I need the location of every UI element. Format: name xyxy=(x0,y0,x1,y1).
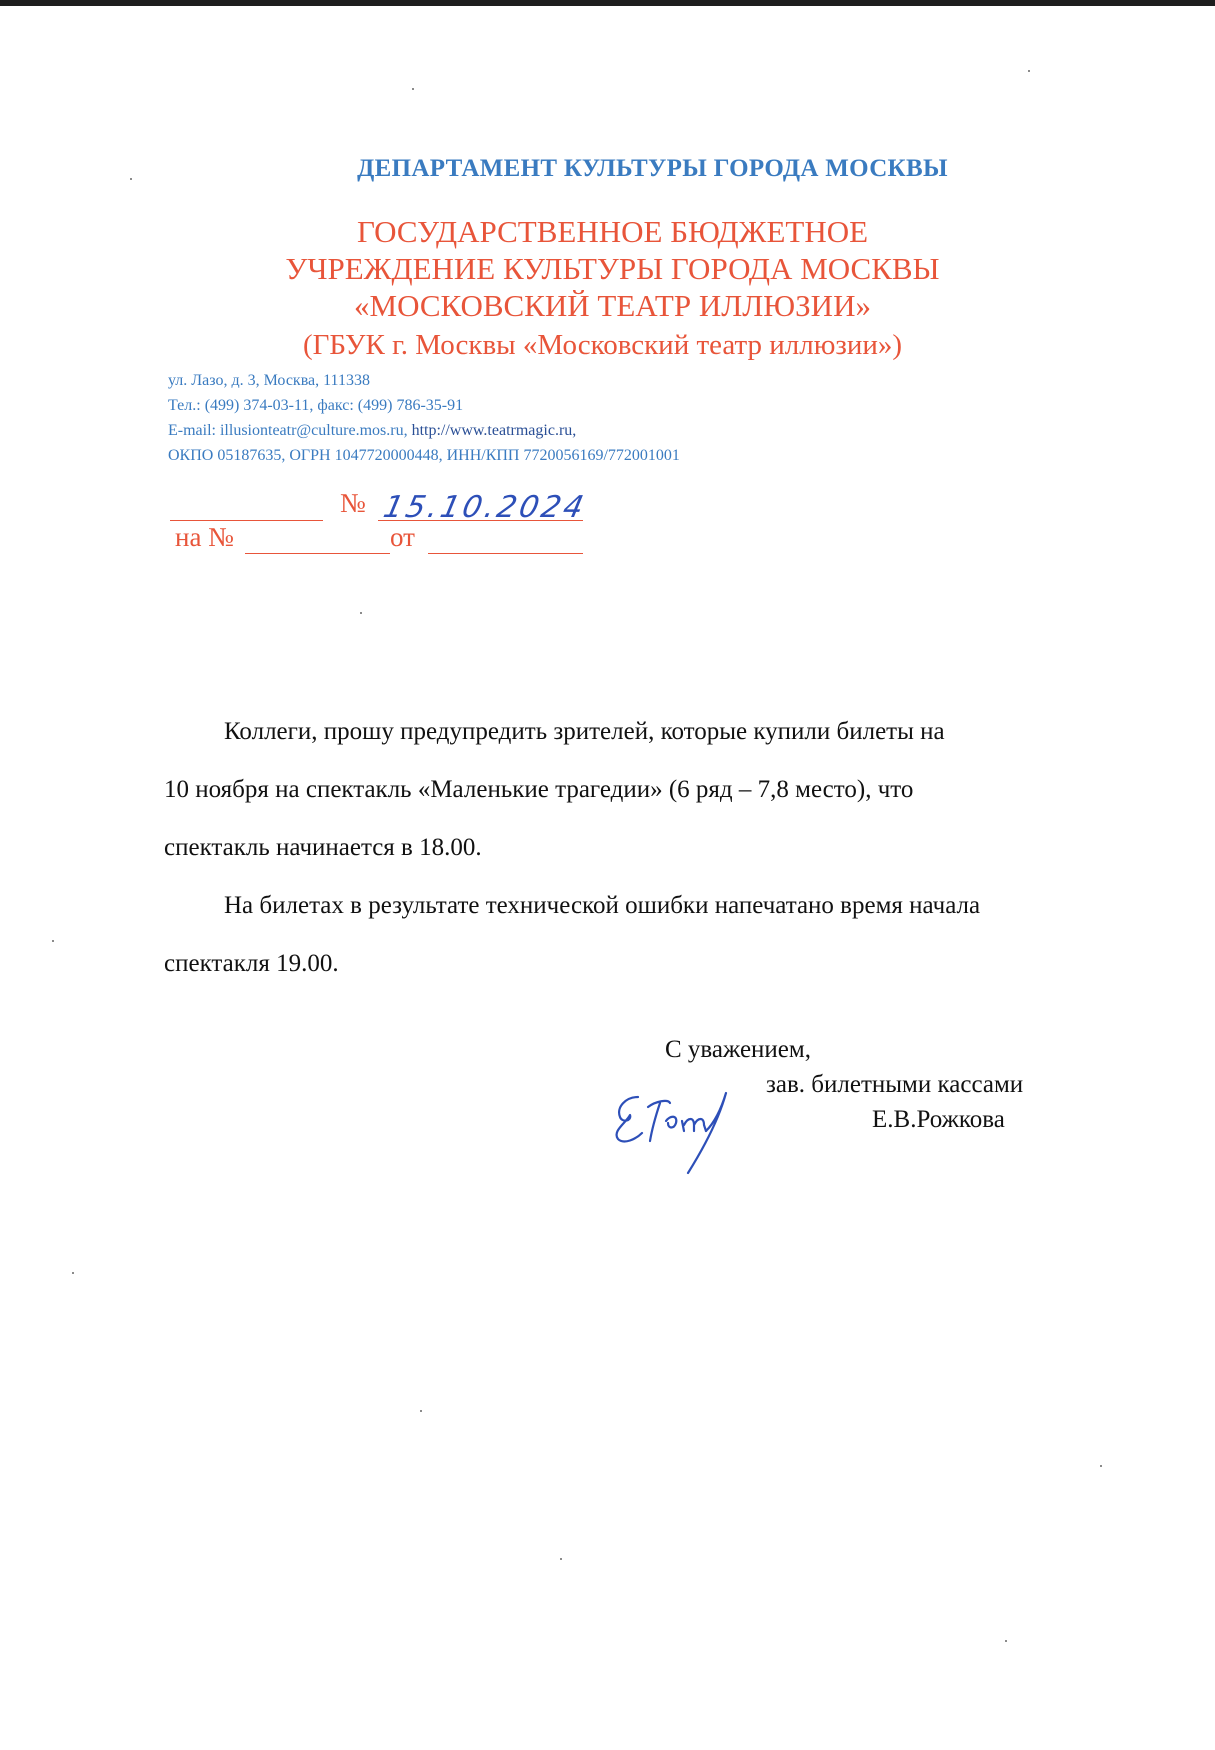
reply-number-line xyxy=(245,553,390,554)
organization-name-line-2: УЧРЕЖДЕНИЕ КУЛЬТУРЫ ГОРОДА МОСКВЫ xyxy=(285,251,940,286)
scan-speck xyxy=(52,940,54,942)
email-website-line xyxy=(168,418,680,443)
from-label: от xyxy=(390,522,415,552)
department-heading: ДЕПАРТАМЕНТ КУЛЬТУРЫ ГОРОДА МОСКВЫ xyxy=(357,155,948,182)
signer-position: зав. билетными кассами xyxy=(766,1071,1024,1098)
email: E-mail: illusionteatr@culture.mos.ru, xyxy=(168,422,412,439)
letter-body xyxy=(164,703,1104,993)
scan-speck xyxy=(130,178,132,180)
reply-to-label: на № xyxy=(175,522,234,552)
scan-speck xyxy=(1028,70,1030,72)
scan-top-edge xyxy=(0,0,1215,6)
organization-name-line-3: «МОСКОВСКИЙ ТЕАТР ИЛЛЮЗИИ» xyxy=(354,288,871,323)
scan-speck xyxy=(560,1558,562,1560)
paragraph-1-line-3: спектакль начинается в 18.00. xyxy=(164,834,482,861)
closing-phrase: С уважением, xyxy=(665,1036,811,1063)
number-label: № xyxy=(340,488,366,518)
paragraph-1-line-2: 10 ноября на спектакль «Маленькие трагедии» (6 ряд – 7,8 место), что xyxy=(164,776,914,803)
website-link[interactable]: http://www.teatrmagic.ru, xyxy=(411,422,577,439)
organization-short-name: (ГБУК г. Москвы «Московский театр иллюзии») xyxy=(302,329,903,361)
organization-name-line-1: ГОСУДАРСТВЕННОЕ БЮДЖЕТНОЕ xyxy=(356,214,869,249)
scan-speck xyxy=(360,612,362,614)
outgoing-date-line xyxy=(378,520,583,521)
paragraph-2-line-2: спектакля 19.00. xyxy=(164,950,339,977)
signer-name: Е.В.Рожкова xyxy=(872,1106,1005,1133)
reply-date-line xyxy=(428,553,583,554)
outgoing-number-line xyxy=(170,520,323,521)
phone-fax: Тел.: (499) 374-03-11, факс: (499) 786-35-91 xyxy=(168,397,464,414)
scan-speck xyxy=(412,88,414,90)
address: ул. Лазо, д. 3, Москва, 111338 xyxy=(168,372,370,389)
contact-block xyxy=(168,368,680,468)
handwritten-date: 15.10.2024 xyxy=(380,490,590,525)
paragraph-2-line-1: На билетах в результате технической ошибки напечатано время начала xyxy=(224,892,981,919)
registration-codes: ОКПО 05187635, ОГРН 1047720000448, ИНН/КПП 7720056169/772001001 xyxy=(168,447,680,464)
scan-speck xyxy=(1100,1465,1102,1467)
scan-speck xyxy=(72,1272,74,1274)
scan-speck xyxy=(420,1410,422,1412)
handwritten-signature-icon xyxy=(608,1085,768,1175)
scan-speck xyxy=(1005,1640,1007,1642)
paragraph-1-line-1: Коллеги, прошу предупредить зрителей, которые купили билеты на xyxy=(224,718,945,745)
